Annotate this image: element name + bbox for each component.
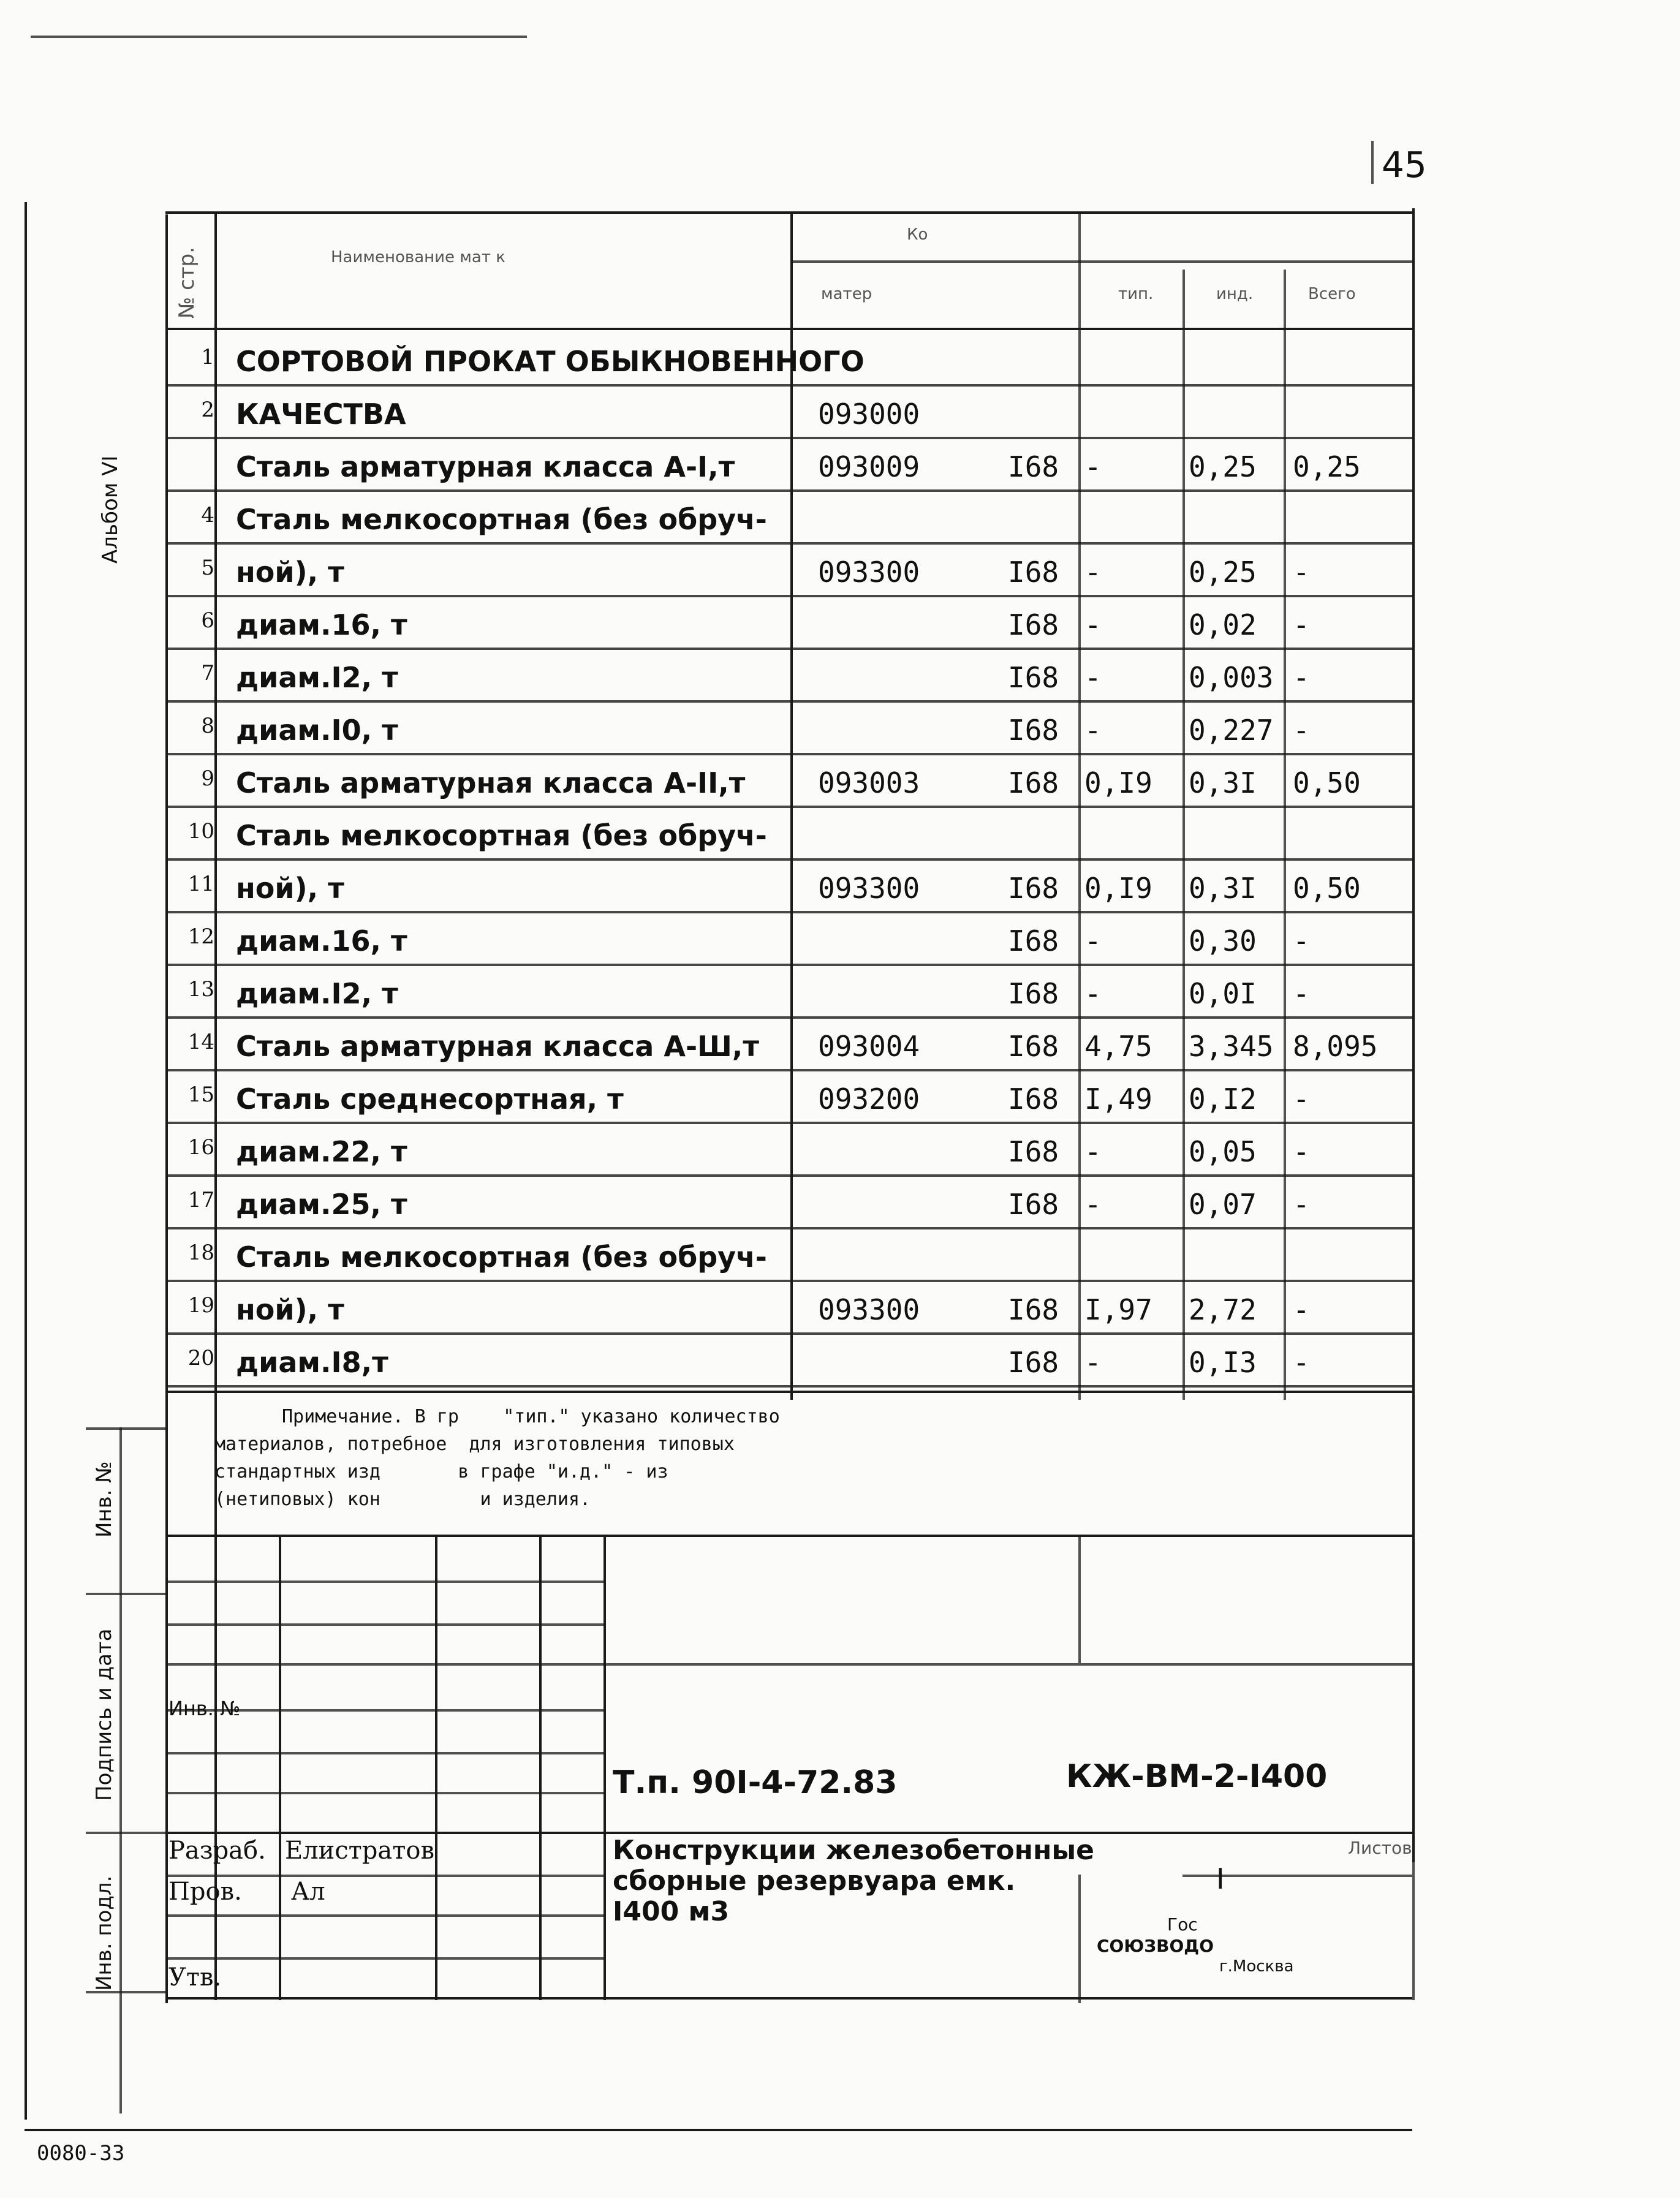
typ-quantity: - bbox=[1084, 714, 1102, 747]
total-quantity: 8,095 bbox=[1293, 1030, 1378, 1063]
unit-code: I68 bbox=[1008, 661, 1059, 694]
row-number: 6 bbox=[201, 608, 214, 633]
typ-quantity: - bbox=[1084, 1188, 1102, 1221]
material-name: СОРТОВОЙ ПРОКАТ ОБЫКНОВЕННОГО bbox=[236, 345, 865, 378]
row-divider bbox=[165, 1174, 1412, 1177]
stamp-row-6 bbox=[165, 1792, 604, 1794]
unit-code: I68 bbox=[1008, 1135, 1059, 1168]
inv-orig-label: Инв. подл. bbox=[92, 1875, 116, 1991]
album-label: Альбом VI bbox=[98, 455, 123, 564]
row-divider bbox=[165, 1122, 1412, 1124]
title-line-3: I400 м3 bbox=[613, 1896, 730, 1927]
row-number: 14 bbox=[187, 1030, 214, 1054]
ind-quantity: 0,3I bbox=[1189, 766, 1257, 799]
title-line-1: Конструкции железобетонные bbox=[613, 1835, 1095, 1866]
sheet-code: КЖ-ВМ-2-I400 bbox=[1066, 1758, 1328, 1795]
material-name: ной), т bbox=[236, 872, 344, 905]
row-number: 17 bbox=[187, 1188, 214, 1212]
top-rule bbox=[31, 36, 527, 38]
ind-quantity: 0,I2 bbox=[1189, 1082, 1257, 1116]
material-name: Сталь мелкосортная (без обруч- bbox=[236, 1241, 767, 1274]
material-name: КАЧЕСТВА bbox=[236, 398, 406, 431]
material-code: 093200 bbox=[818, 1082, 920, 1116]
unit-code: I68 bbox=[1008, 1346, 1059, 1379]
unit-code: I68 bbox=[1008, 1188, 1059, 1221]
org-line-2: СОЮЗВОДО bbox=[1097, 1936, 1214, 1956]
total-quantity: - bbox=[1293, 924, 1310, 957]
total-quantity: - bbox=[1293, 556, 1310, 589]
stamp-row-3 bbox=[165, 1663, 1412, 1666]
total-quantity: - bbox=[1293, 608, 1310, 641]
total-quantity: - bbox=[1293, 1135, 1310, 1168]
ind-quantity: 0,25 bbox=[1189, 556, 1257, 589]
stamp-row-1 bbox=[165, 1581, 604, 1583]
material-name: диам.16, т bbox=[236, 924, 407, 957]
unit-code: I68 bbox=[1008, 556, 1059, 589]
header-row-no: № стр. bbox=[175, 246, 199, 319]
row-number: 15 bbox=[187, 1082, 214, 1107]
row-number: 8 bbox=[201, 714, 214, 738]
header-qty: Ко bbox=[907, 225, 928, 244]
row-number: 16 bbox=[187, 1135, 214, 1160]
stamp-row-2 bbox=[165, 1623, 604, 1626]
unit-code: I68 bbox=[1008, 872, 1059, 905]
header-top-line bbox=[165, 211, 1412, 214]
ind-quantity: 0,3I bbox=[1189, 872, 1257, 905]
total-quantity: - bbox=[1293, 1188, 1310, 1221]
stamp-checked: Пров. bbox=[168, 1878, 242, 1906]
row-divider bbox=[165, 1280, 1412, 1282]
header-total: Всего bbox=[1308, 285, 1356, 303]
ind-quantity: 0,30 bbox=[1189, 924, 1257, 957]
ind-quantity: 3,345 bbox=[1189, 1030, 1274, 1063]
typ-quantity: - bbox=[1084, 1346, 1102, 1379]
page-number-tick bbox=[1371, 141, 1374, 184]
typ-quantity: - bbox=[1084, 977, 1102, 1010]
material-name: Сталь арматурная класса А-II,т bbox=[236, 766, 746, 799]
note-line-3: стандартных изд в графе "и.д." - из bbox=[214, 1461, 668, 1482]
row-divider bbox=[165, 489, 1412, 492]
side-strip-line bbox=[119, 1427, 122, 2113]
total-quantity: - bbox=[1293, 1082, 1310, 1116]
material-code: 093000 bbox=[818, 398, 920, 431]
doc-code: Т.п. 90I-4-72.83 bbox=[613, 1764, 898, 1801]
row-number: 5 bbox=[201, 556, 214, 580]
material-name: Сталь среднесортная, т bbox=[236, 1082, 624, 1116]
unit-code: I68 bbox=[1008, 1030, 1059, 1063]
header-mid-line bbox=[790, 260, 1412, 263]
stamp-bottom-line bbox=[165, 1997, 1412, 2000]
stamp-col-5 bbox=[1078, 1535, 1081, 1663]
total-quantity: 0,50 bbox=[1293, 872, 1361, 905]
row-number: 2 bbox=[201, 398, 214, 422]
ind-quantity: 0,07 bbox=[1189, 1188, 1257, 1221]
unit-code: I68 bbox=[1008, 977, 1059, 1010]
stamp-col-3 bbox=[539, 1535, 542, 2000]
total-quantity: 0,25 bbox=[1293, 450, 1361, 483]
total-quantity: - bbox=[1293, 1293, 1310, 1326]
row-divider bbox=[165, 542, 1412, 545]
unit-code: I68 bbox=[1008, 714, 1059, 747]
total-quantity: 0,50 bbox=[1293, 766, 1361, 799]
note-top-line bbox=[165, 1391, 1412, 1393]
row-divider bbox=[165, 1227, 1412, 1229]
typ-quantity: 0,I9 bbox=[1084, 872, 1152, 905]
row-divider bbox=[165, 858, 1412, 861]
frame-left bbox=[25, 202, 27, 2120]
row-number: 9 bbox=[201, 766, 214, 791]
total-quantity: - bbox=[1293, 661, 1310, 694]
side-strip-div3 bbox=[86, 1991, 165, 1993]
stamp-inv-label: Инв. № bbox=[168, 1697, 241, 1720]
material-name: Сталь арматурная класса А-Ш,т bbox=[236, 1030, 760, 1063]
total-quantity: - bbox=[1293, 714, 1310, 747]
material-name: Сталь арматурная класса А-I,т bbox=[236, 450, 735, 483]
material-code: 093009 bbox=[818, 450, 920, 483]
material-name: диам.16, т bbox=[236, 608, 407, 641]
row-number: 12 bbox=[187, 924, 214, 949]
row-divider bbox=[165, 437, 1412, 439]
material-name: ной), т bbox=[236, 1293, 344, 1326]
material-name: диам.I8,т bbox=[236, 1346, 388, 1379]
ind-quantity: 0,02 bbox=[1189, 608, 1257, 641]
typ-quantity: - bbox=[1084, 608, 1102, 641]
row-divider bbox=[165, 1016, 1412, 1019]
row-number: 19 bbox=[187, 1293, 214, 1318]
typ-quantity: 0,I9 bbox=[1084, 766, 1152, 799]
row-number: 7 bbox=[201, 661, 214, 685]
stamp-approved: Утв. bbox=[168, 1963, 222, 1992]
row-number: 4 bbox=[201, 503, 214, 527]
note-line-4: (нетиповых) кон и изделия. bbox=[214, 1489, 591, 1510]
row-divider bbox=[165, 1385, 1412, 1388]
header-typ: тип. bbox=[1118, 285, 1154, 303]
unit-code: I68 bbox=[1008, 1082, 1059, 1116]
stamp-row-5 bbox=[165, 1752, 604, 1754]
material-code: 093300 bbox=[818, 556, 920, 589]
total-quantity: - bbox=[1293, 1346, 1310, 1379]
org-line-3: г.Москва bbox=[1219, 1957, 1294, 1976]
material-code: 093004 bbox=[818, 1030, 920, 1063]
material-name: диам.I2, т bbox=[236, 977, 398, 1010]
unit-code: I68 bbox=[1008, 608, 1059, 641]
side-strip-top bbox=[86, 1427, 165, 1430]
material-name: Сталь мелкосортная (без обруч- bbox=[236, 819, 767, 852]
row-divider bbox=[165, 384, 1412, 387]
row-divider bbox=[165, 911, 1412, 913]
footer-code: 0080-33 bbox=[37, 2141, 125, 2166]
typ-quantity: I,97 bbox=[1084, 1293, 1152, 1326]
unit-code: I68 bbox=[1008, 1293, 1059, 1326]
table-left-border bbox=[165, 214, 168, 2003]
unit-code: I68 bbox=[1008, 766, 1059, 799]
typ-quantity: I,49 bbox=[1084, 1082, 1152, 1116]
typ-quantity: - bbox=[1084, 924, 1102, 957]
ind-quantity: 0,003 bbox=[1189, 661, 1274, 694]
sheet-number: I bbox=[1216, 1862, 1225, 1895]
stamp-row-7 bbox=[165, 1832, 1412, 1834]
stamp-top-line bbox=[165, 1535, 1412, 1537]
typ-quantity: - bbox=[1084, 556, 1102, 589]
stamp-col-4 bbox=[604, 1535, 606, 2000]
material-name: диам.22, т bbox=[236, 1135, 407, 1168]
stamp-row-10 bbox=[165, 1957, 604, 1960]
stamp-row-8 bbox=[165, 1875, 604, 1877]
unit-code: I68 bbox=[1008, 924, 1059, 957]
unit-code: I68 bbox=[1008, 450, 1059, 483]
material-name: диам.25, т bbox=[236, 1188, 407, 1221]
stamp-col-right bbox=[1412, 1535, 1415, 2000]
row-divider bbox=[165, 595, 1412, 597]
row-divider bbox=[165, 700, 1412, 703]
typ-quantity: 4,75 bbox=[1084, 1030, 1152, 1063]
stamp-developed: Разраб. bbox=[168, 1837, 266, 1865]
typ-quantity: - bbox=[1084, 450, 1102, 483]
side-strip-div2 bbox=[86, 1832, 165, 1834]
sign-date-label: Подпись и дата bbox=[92, 1628, 116, 1801]
material-code: 093003 bbox=[818, 766, 920, 799]
frame-bottom bbox=[25, 2129, 1412, 2131]
header-name: Наименование мат к bbox=[331, 248, 505, 266]
stamp-checker-name: Ал bbox=[291, 1878, 325, 1906]
row-divider bbox=[165, 1069, 1412, 1071]
sheet-count-label: Листов bbox=[1348, 1838, 1412, 1858]
stamp-col-1 bbox=[279, 1535, 281, 2000]
typ-quantity: - bbox=[1084, 661, 1102, 694]
note-line-2: материалов, потребное для изготовления типовых bbox=[214, 1433, 735, 1455]
total-quantity: - bbox=[1293, 977, 1310, 1010]
stamp-developer-name: Елистратов bbox=[285, 1837, 434, 1865]
row-divider bbox=[165, 753, 1412, 755]
typ-quantity: - bbox=[1084, 1135, 1102, 1168]
stamp-col-6 bbox=[1078, 1875, 1081, 2003]
header-ind: инд. bbox=[1216, 285, 1254, 303]
material-name: ной), т bbox=[236, 556, 344, 589]
row-divider bbox=[165, 1332, 1412, 1335]
title-line-2: сборные резервуара емк. bbox=[613, 1865, 1016, 1897]
ind-quantity: 0,0I bbox=[1189, 977, 1257, 1010]
ind-quantity: 0,05 bbox=[1189, 1135, 1257, 1168]
header-bottom-line bbox=[165, 328, 1412, 330]
org-line-1: Гос bbox=[1167, 1914, 1198, 1935]
inv-label: Инв. № bbox=[92, 1461, 116, 1538]
material-name: диам.I0, т bbox=[236, 714, 398, 747]
row-divider bbox=[165, 806, 1412, 808]
note-line-1: Примечание. В гр "тип." указано количество bbox=[282, 1406, 780, 1427]
ind-quantity: 0,25 bbox=[1189, 450, 1257, 483]
stamp-col-2 bbox=[435, 1535, 437, 2000]
ind-quantity: 0,I3 bbox=[1189, 1346, 1257, 1379]
page-number: 45 bbox=[1382, 144, 1427, 186]
row-number: 18 bbox=[187, 1241, 214, 1265]
stamp-row-9 bbox=[165, 1914, 604, 1917]
row-divider bbox=[165, 964, 1412, 966]
row-number: 20 bbox=[187, 1346, 214, 1370]
row-number: 13 bbox=[187, 977, 214, 1002]
material-name: Сталь мелкосортная (без обруч- bbox=[236, 503, 767, 536]
row-number: 1 bbox=[201, 345, 214, 369]
side-strip-div1 bbox=[86, 1593, 165, 1595]
header-material: матер bbox=[821, 285, 872, 303]
material-code: 093300 bbox=[818, 872, 920, 905]
rownum-col-border bbox=[214, 211, 217, 2000]
ind-quantity: 0,227 bbox=[1189, 714, 1274, 747]
material-name: диам.I2, т bbox=[236, 661, 398, 694]
ind-quantity: 2,72 bbox=[1189, 1293, 1257, 1326]
row-number: 11 bbox=[187, 872, 214, 896]
material-code: 093300 bbox=[818, 1293, 920, 1326]
row-divider bbox=[165, 648, 1412, 650]
row-number: 10 bbox=[187, 819, 214, 844]
